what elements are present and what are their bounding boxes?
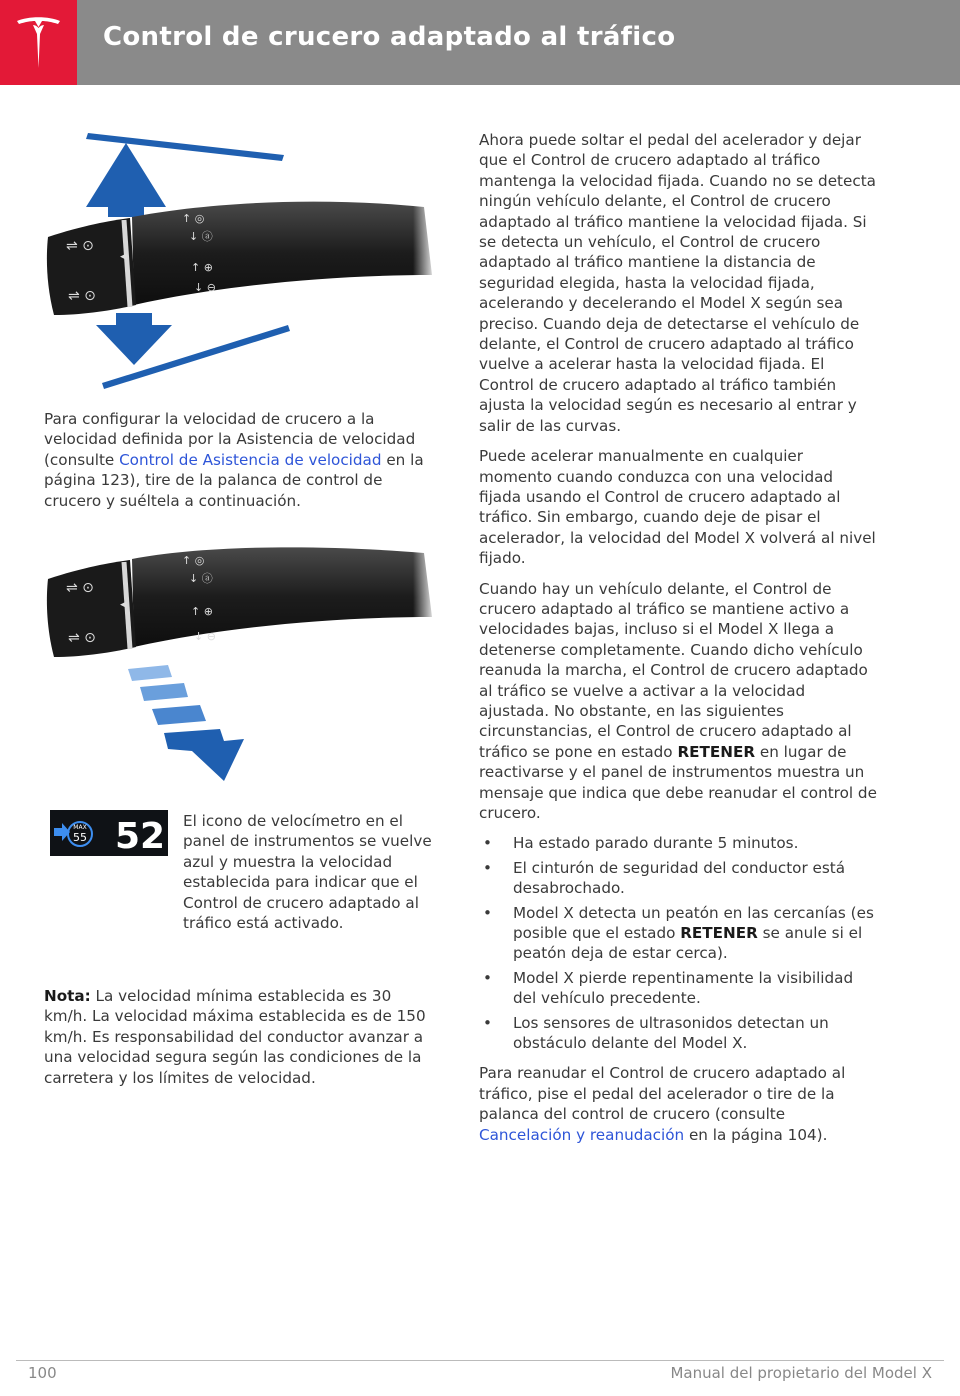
speedometer-icon bbox=[50, 810, 168, 860]
tesla-logo bbox=[0, 0, 77, 85]
svg-text:↓ ⊖: ↓ ⊖ bbox=[194, 630, 216, 643]
list-item: • Model X detecta un peatón en las cercanías (es posible que el estado RETENER se anule si el peatón deja de estar cerca). bbox=[483, 903, 874, 963]
svg-text:↑ ◎: ↑ ◎ bbox=[182, 554, 205, 567]
up-arrow-icon bbox=[86, 143, 166, 217]
svg-text:⇌ ⊙: ⇌ ⊙ bbox=[68, 630, 96, 646]
speed-assist-paragraph: Para configurar la velocidad de crucero a la velocidad definida por la Asistencia de velocidad (consulte Control de Asistencia de velocidad en la página 123), tire de la palanca de control de crucero y suéltela a continuación. bbox=[44, 410, 424, 510]
cruise-stalk-pull-figure bbox=[44, 545, 436, 785]
paragraph-resume: Para reanudar el Control de crucero adaptado al tráfico, pise el pedal del acelerador o tire de la palanca del control de crucero (consulte Cancelación y reanudación en la página 104). bbox=[479, 1064, 846, 1144]
current-speed-value: 52 bbox=[114, 816, 166, 856]
upper-guide-line bbox=[86, 133, 284, 161]
cancel-resume-link[interactable]: Cancelación y reanudación bbox=[479, 1125, 685, 1144]
svg-text:↑ ⊕: ↑ ⊕ bbox=[191, 605, 213, 618]
paragraph-hold-state: Cuando hay un vehículo delante, el Control de crucero adaptado al tráfico se mantiene activo a velocidades bajas, incluso si el Model X llega a detenerse completamente. Cuando dicho vehículo reanuda la marcha, el Control de crucero adaptado al tráfico se vuelve a activar a la velocidad ajustada. No obstante, en las siguientes circunstancias, el Control de crucero adaptado al tráfico se pone en estado RETENER en lugar de reactivarse y el panel de instrumentos muestra un mensaje que indica que debe reanudar el control de crucero. bbox=[479, 579, 877, 822]
paragraph-manual-accel: Puede acelerar manualmente en cualquier momento cuando conduzca con una velocidad fijada usando el Control de crucero adaptado al tráfico. Sin embargo, cuando deje de pisar el acelerador, la velocidad del Model X volverá al nivel fijado. bbox=[479, 447, 876, 568]
tesla-t-icon bbox=[14, 14, 63, 72]
note-label: Nota: bbox=[44, 987, 91, 1005]
paragraph-maintain-speed: Ahora puede soltar el pedal del acelerador y dejar que el Control de crucero adaptado al tráfico mantenga la velocidad fijada. Cuando no se detecta ningún vehículo delante, el Control de crucero adaptado al tráfico mantiene la velocidad fijada. Si se detecta un vehículo, el Control de crucero adaptado al tráfico mantiene la distancia de seguridad elegida, hasta la velocidad fijada, acelerando y decelerando el Model X según sea preciso. Cuando deja de detectarse el vehículo de delante, el Control de crucero adaptado al tráfico vuelve a acelerar hasta la velocidad fijada. El Control de crucero adaptado al tráfico también ajusta la velocidad según es necesario al entrar y salir de las curvas. bbox=[479, 131, 876, 435]
hold-conditions-list bbox=[479, 833, 877, 1053]
footer-divider bbox=[16, 1360, 944, 1361]
svg-text:⇌ ⊙: ⇌ ⊙ bbox=[66, 580, 94, 596]
max-label: MAX bbox=[73, 824, 87, 831]
manual-title: Manual del propietario del Model X bbox=[670, 1364, 932, 1382]
svg-text:↑ ⊕: ↑ ⊕ bbox=[191, 261, 213, 274]
svg-text:↓ ⓐ: ↓ ⓐ bbox=[189, 572, 213, 585]
svg-text:⇌ ⊙: ⇌ ⊙ bbox=[66, 238, 94, 254]
page-header bbox=[0, 0, 960, 85]
pull-arrow-icon bbox=[128, 665, 244, 781]
speed-assist-link[interactable]: Control de Asistencia de velocidad bbox=[119, 450, 382, 469]
page-number: 100 bbox=[28, 1364, 57, 1382]
down-arrow-icon bbox=[96, 313, 172, 365]
svg-text:↑ ◎: ↑ ◎ bbox=[182, 212, 205, 225]
svg-text:◀: ◀ bbox=[120, 252, 127, 262]
list-item: • Ha estado parado durante 5 minutos. bbox=[483, 834, 799, 853]
cruise-stalk-up-down-figure bbox=[44, 125, 436, 395]
svg-text:⇌ ⊙: ⇌ ⊙ bbox=[68, 288, 96, 304]
list-item: • El cinturón de seguridad del conductor está desabrochado. bbox=[483, 858, 846, 898]
right-column bbox=[479, 130, 877, 1155]
svg-text:↓ ⊖: ↓ ⊖ bbox=[194, 281, 216, 294]
list-item: • Model X pierde repentinamente la visibilidad del vehículo precedente. bbox=[483, 968, 854, 1008]
svg-text:◀: ◀ bbox=[120, 600, 127, 610]
note-paragraph: Nota: La velocidad mínima establecida es 30 km/h. La velocidad máxima establecida es de 150 km/h. Es responsabilidad del conductor avanzar a una velocidad segura según las condiciones de la carretera y los límites de velocidad. bbox=[44, 987, 426, 1087]
page-title: Control de crucero adaptado al tráfico bbox=[103, 22, 676, 52]
set-speed-value: 55 bbox=[73, 831, 87, 844]
speedometer-description: El icono de velocímetro en el panel de instrumentos se vuelve azul y muestra la velocidad establecida para indicar que el Control de crucero adaptado al tráfico está activado. bbox=[183, 812, 432, 933]
svg-text:↓ ⓐ: ↓ ⓐ bbox=[189, 230, 213, 243]
list-item: • Los sensores de ultrasonidos detectan un obstáculo delante del Model X. bbox=[483, 1013, 829, 1053]
